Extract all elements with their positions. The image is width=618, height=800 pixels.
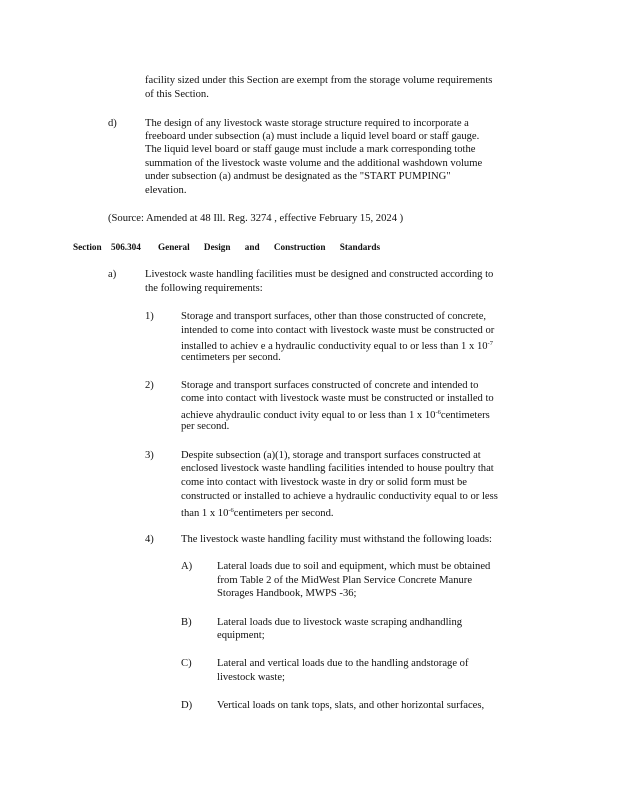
section-title: General Design and Construction Standards — [158, 242, 381, 252]
text-segment: than 1 x 10 — [181, 508, 229, 519]
body-text-line: The liquid level board or staff gauge must include a mark corresponding tothe — [145, 144, 476, 155]
text-segment: achieve ahydraulic conduct ivity equal to or less than 1 x 10 — [181, 410, 436, 421]
subitem-label: A) — [181, 561, 193, 572]
body-text-line: Lateral loads due to soil and equipment, which must be obtained — [217, 561, 491, 572]
body-text-line: Vertical loads on tank tops, slats, and other horizontal surfaces, — [217, 700, 485, 711]
body-text-line: centimeters per second. — [181, 352, 281, 363]
exponent: -6 — [435, 409, 441, 416]
body-text-line: per second. — [181, 421, 230, 432]
body-text-line: of this Section. — [145, 89, 209, 100]
body-text-line: come into contact with livestock waste in dry or solid form must be — [181, 477, 467, 488]
body-text-line: Lateral and vertical loads due to the handling andstorage of — [217, 658, 469, 669]
exponent: -7 — [487, 340, 493, 347]
section-word: Section — [73, 242, 102, 252]
section-number: 506.304 — [111, 242, 141, 252]
item-label: 1) — [145, 311, 154, 322]
body-text-line: come into contact with livestock waste must be constructed or installed to — [181, 393, 494, 404]
body-text-line: elevation. — [145, 185, 187, 196]
body-text-line: from Table 2 of the MidWest Plan Service Concrete Manure — [217, 575, 473, 586]
subitem-label: D) — [181, 700, 193, 711]
body-text-line: constructed or installed to achieve a hydraulic conductivity equal to or less — [181, 491, 498, 502]
body-text-line: the following requirements: — [145, 283, 263, 294]
body-text-line: equipment; — [217, 630, 265, 641]
subsection-label: a) — [108, 269, 117, 280]
item-label: 3) — [145, 450, 154, 461]
body-text-line: The livestock waste handling facility must withstand the following loads: — [181, 534, 492, 545]
body-text-line: Livestock waste handling facilities must be designed and constructed according to — [145, 269, 494, 280]
source-note: (Source: Amended at 48 Ill. Reg. 3274 , effective February 15, 2024 ) — [108, 213, 404, 224]
body-text-line: freeboard under subsection (a) must include a liquid level board or staff gauge. — [145, 131, 480, 142]
subsection-label: d) — [108, 118, 117, 129]
exponent: -6 — [228, 507, 234, 514]
body-text-line — [181, 504, 334, 521]
item-label: 4) — [145, 534, 154, 545]
body-text-line: Storages Handbook, MWPS -36; — [217, 588, 357, 599]
body-text-line: under subsection (a) andmust be designated as the "START PUMPING" — [145, 171, 451, 182]
body-text-line: intended to come into contact with livestock waste must be constructed or — [181, 325, 495, 336]
subitem-label: B) — [181, 617, 192, 628]
body-text-line: enclosed livestock waste handling facilities intended to house poultry that — [181, 463, 494, 474]
text-segment: centimeters — [440, 410, 490, 421]
body-text-line: Despite subsection (a)(1), storage and transport surfaces constructed at — [181, 450, 481, 461]
body-text-line: livestock waste; — [217, 672, 285, 683]
body-text-line: The design of any livestock waste storage structure required to incorporate a — [145, 118, 469, 129]
body-text-line: Lateral loads due to livestock waste scraping andhandling — [217, 617, 463, 628]
text-segment: installed to achiev e a hydraulic conductivity equal to or less than 1 x 10 — [181, 341, 488, 352]
body-text-line: Storage and transport surfaces, other than those constructed of concrete, — [181, 311, 487, 322]
subitem-label: C) — [181, 658, 192, 669]
body-text-line: Storage and transport surfaces constructed of concrete and intended to — [181, 380, 479, 391]
body-text-line: summation of the livestock waste volume and the additional washdown volume — [145, 158, 483, 169]
text-segment: centimeters per second. — [233, 508, 334, 519]
item-label: 2) — [145, 380, 154, 391]
body-text-line: facility sized under this Section are exempt from the storage volume requirements — [145, 75, 493, 86]
